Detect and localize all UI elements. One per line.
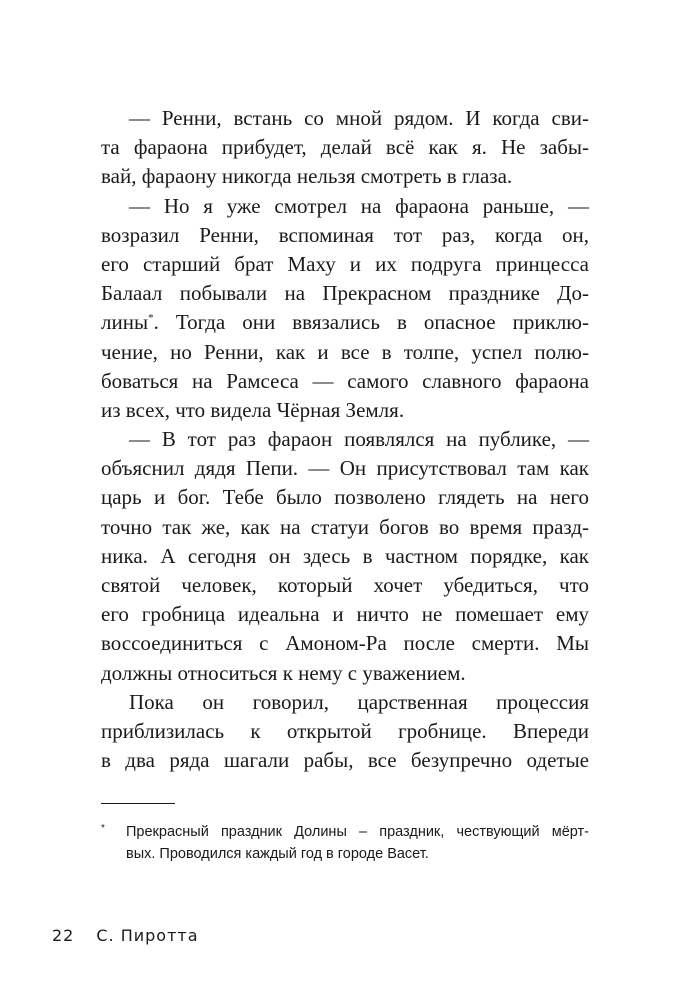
body-text	[101, 104, 589, 775]
text-fragment: . Тогда они ввязались в опасное приклю-	[153, 310, 589, 335]
footnote-divider	[101, 803, 175, 804]
author-name: С. Пиротта	[96, 926, 199, 945]
text-line: вай, фараону никогда нельзя смотреть в глаза.	[101, 164, 513, 189]
text-line: ника. А сегодня он здесь в частном порядке, как	[101, 543, 589, 568]
text-line: его гробница идеальна и ничто не помешает ему	[101, 602, 589, 627]
text-line: его старший брат Маху и их подруга принцесса	[101, 251, 589, 276]
text-line: — В тот раз фараон появлялся на публике, —	[129, 427, 589, 452]
text-line: — Ренни, встань со мной рядом. И когда сви-	[129, 106, 589, 130]
text-line: должны относиться к нему с уважением.	[101, 660, 466, 685]
text-line: приблизилась к открытой гробнице. Впереди	[101, 718, 589, 743]
text-line: святой человек, который хочет убедиться, что	[101, 573, 589, 597]
text-line: возразил Ренни, вспоминая тот раз, когда он,	[101, 222, 589, 247]
text-line: чение, но Ренни, как и все в толпе, успел полю-	[101, 339, 589, 364]
footnote-line: Прекрасный праздник Долины – праздник, чествующий мёрт-	[126, 824, 589, 840]
text-fragment: лины	[101, 310, 149, 335]
footnote-reference: *	[148, 312, 154, 325]
footnote-line: вых. Проводился каждый год в городе Васет.	[126, 845, 429, 862]
text-line: — Но я уже смотрел на фараона раньше, —	[129, 193, 589, 218]
text-line: точно так же, как на статуи богов во время празд-	[101, 514, 589, 539]
text-line: в два ряда шагали рабы, все безупречно одетые	[101, 748, 589, 773]
text-line: объяснил дядя Пепи. — Он присутствовал там как	[101, 456, 589, 481]
text-line: та фараона прибудет, делай всё как я. Не забы-	[101, 135, 589, 160]
text-line: из всех, что видела Чёрная Земля.	[101, 397, 405, 422]
footnote-mark: *	[101, 823, 105, 834]
text-line-with-footnote	[101, 308, 589, 337]
text-line: боваться на Рамсеса — самого славного фараона	[101, 368, 589, 393]
page-footer	[52, 926, 199, 945]
text-line: Пока он говорил, царственная процессия	[129, 689, 589, 714]
page-number: 22	[52, 926, 75, 945]
text-line: Балаал побывали на Прекрасном празднике До-	[101, 281, 589, 306]
footnote	[101, 822, 589, 865]
text-line: царь и бог. Тебе было позволено глядеть на него	[101, 485, 589, 510]
text-line: воссоединиться с Амоном-Ра после смерти. Мы	[101, 631, 589, 656]
